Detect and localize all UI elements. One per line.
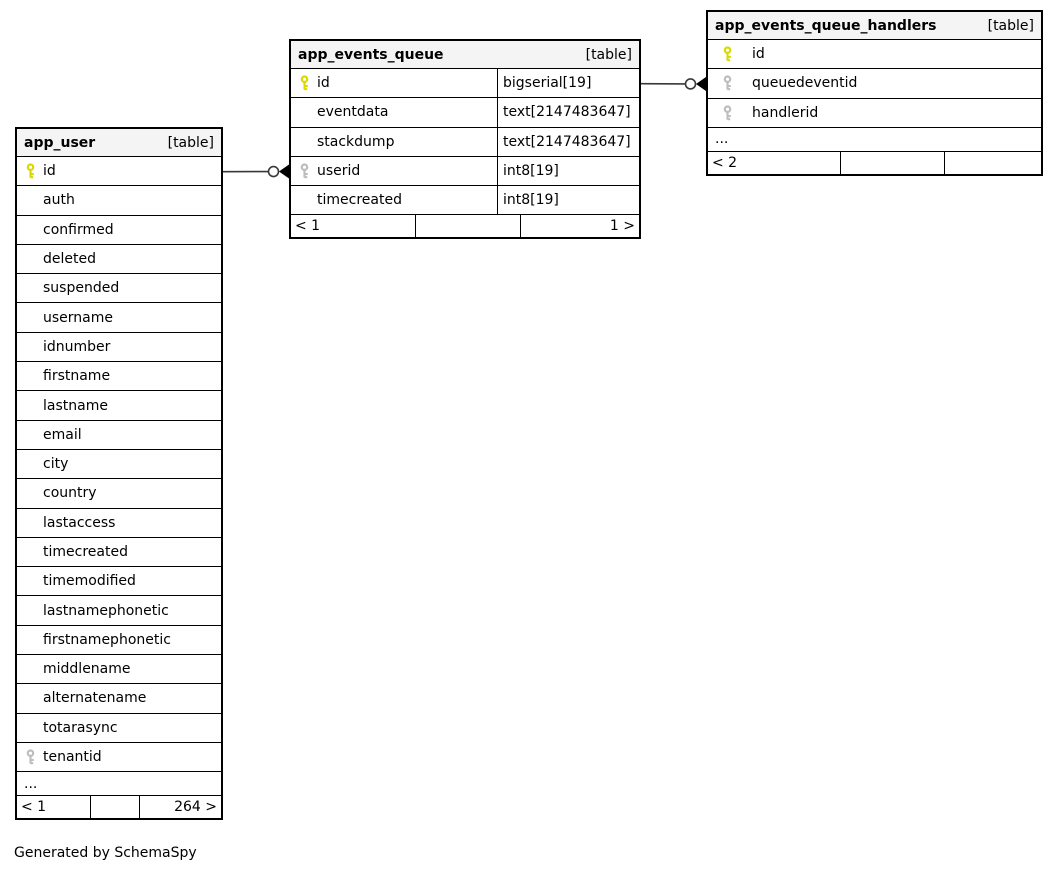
foreign-key-icon	[708, 105, 752, 121]
ellipsis-text: ...	[715, 131, 729, 148]
foreign-key-glyph	[722, 75, 733, 91]
column-row	[17, 362, 221, 391]
foreign-key-glyph	[25, 749, 36, 765]
column-name: id	[752, 46, 765, 63]
foreign-key-icon	[17, 749, 43, 765]
crowfoot-marker	[696, 77, 706, 91]
column-row	[17, 450, 221, 479]
column-row	[17, 303, 221, 332]
column-row	[17, 186, 221, 215]
column-type: int8[19]	[497, 157, 639, 185]
table-footer	[17, 796, 221, 818]
column-row	[17, 538, 221, 567]
table-title[interactable]: app_user	[24, 134, 96, 151]
relationship-app_user-to-app_events_queue	[223, 165, 289, 179]
column-row	[17, 626, 221, 655]
column-row	[17, 509, 221, 538]
column-type: text[2147483647]	[497, 98, 639, 126]
generated-by-note: Generated by SchemaSpy	[14, 845, 197, 861]
children-count	[945, 152, 1041, 174]
column-row	[17, 684, 221, 713]
column-row	[17, 391, 221, 420]
parents-count: < 1	[21, 799, 47, 816]
column-name: alternatename	[43, 690, 147, 707]
column-name: stackdump	[317, 133, 395, 150]
column-row	[17, 245, 221, 274]
zero-circle-marker	[686, 79, 696, 89]
column-row	[17, 743, 221, 772]
column-name: username	[43, 309, 113, 326]
column-name: queuedeventid	[752, 75, 858, 92]
column-name: idnumber	[43, 338, 111, 355]
relationship-app_events_queue-to-app_events_queue_handlers	[641, 77, 706, 91]
column-name: timecreated	[317, 192, 402, 209]
column-name: id	[43, 163, 56, 180]
column-row	[17, 655, 221, 684]
ellipsis-text: ...	[24, 775, 38, 792]
column-name: handlerid	[752, 104, 819, 121]
column-name: deleted	[43, 251, 96, 268]
column-name: lastnamephonetic	[43, 602, 169, 619]
column-name: country	[43, 485, 97, 502]
column-name: timemodified	[43, 573, 136, 590]
primary-key-icon	[291, 75, 317, 91]
parents-count: < 1	[295, 218, 321, 235]
zero-circle-marker	[269, 167, 279, 177]
column-type: bigserial[19]	[497, 69, 639, 97]
column-name: userid	[317, 163, 361, 180]
table-type-badge: [table]	[167, 134, 214, 151]
primary-key-icon	[708, 46, 752, 62]
foreign-key-icon	[708, 75, 752, 91]
table-node-app_user[interactable]	[15, 127, 223, 820]
column-name: firstnamephonetic	[43, 631, 171, 648]
table-footer	[291, 215, 639, 237]
foreign-key-icon	[291, 163, 317, 179]
column-name: lastname	[43, 397, 108, 414]
column-name: middlename	[43, 661, 131, 678]
primary-key-icon	[17, 163, 43, 179]
column-name: timecreated	[43, 544, 128, 560]
ellipsis-row	[17, 772, 221, 796]
column-name: eventdata	[317, 104, 389, 121]
column-name: firstname	[43, 368, 111, 385]
column-type: text[2147483647]	[497, 128, 639, 156]
primary-key-glyph	[25, 163, 36, 179]
column-row	[17, 274, 221, 303]
column-row	[17, 714, 221, 743]
column-row	[291, 157, 639, 186]
column-row	[17, 157, 221, 186]
column-row	[708, 40, 1041, 69]
footer-spacer	[90, 796, 140, 818]
column-row	[17, 333, 221, 362]
table-footer	[708, 152, 1041, 174]
table-type-badge: [table]	[987, 17, 1034, 34]
table-node-app_events_queue_handlers[interactable]	[706, 10, 1043, 176]
primary-key-glyph	[722, 46, 733, 62]
foreign-key-glyph	[722, 105, 733, 121]
table-type-badge: [table]	[585, 46, 632, 63]
parents-count: < 2	[712, 154, 738, 171]
column-name: confirmed	[43, 221, 114, 238]
column-row	[708, 69, 1041, 98]
column-row	[291, 186, 639, 215]
column-row	[17, 479, 221, 508]
table-node-app_events_queue[interactable]	[289, 39, 641, 239]
column-row	[17, 596, 221, 625]
column-row	[17, 421, 221, 450]
children-count: 264 >	[174, 799, 217, 816]
column-row	[17, 567, 221, 596]
primary-key-glyph	[299, 75, 310, 91]
column-name: city	[43, 456, 69, 473]
children-count: 1 >	[609, 218, 635, 235]
column-row	[291, 98, 639, 127]
crowfoot-marker	[279, 165, 289, 179]
column-name: email	[43, 426, 82, 443]
foreign-key-glyph	[299, 163, 310, 179]
footer-spacer	[415, 215, 521, 237]
column-name: totarasync	[43, 719, 118, 736]
column-name: tenantid	[43, 749, 102, 766]
table-title[interactable]: app_events_queue	[298, 46, 444, 63]
column-row	[291, 128, 639, 157]
column-name: suspended	[43, 280, 120, 297]
ellipsis-row	[708, 128, 1041, 152]
column-name: id	[317, 75, 330, 92]
column-name: auth	[43, 192, 75, 209]
column-row	[17, 216, 221, 245]
column-name: lastaccess	[43, 514, 116, 531]
table-header[interactable]	[708, 12, 1041, 40]
column-row	[708, 99, 1041, 128]
table-header[interactable]	[17, 129, 221, 157]
footer-spacer	[840, 152, 945, 174]
table-header[interactable]	[291, 41, 639, 69]
column-row	[291, 69, 639, 98]
column-type: int8[19]	[497, 186, 639, 214]
table-title[interactable]: app_events_queue_handlers	[715, 17, 937, 34]
